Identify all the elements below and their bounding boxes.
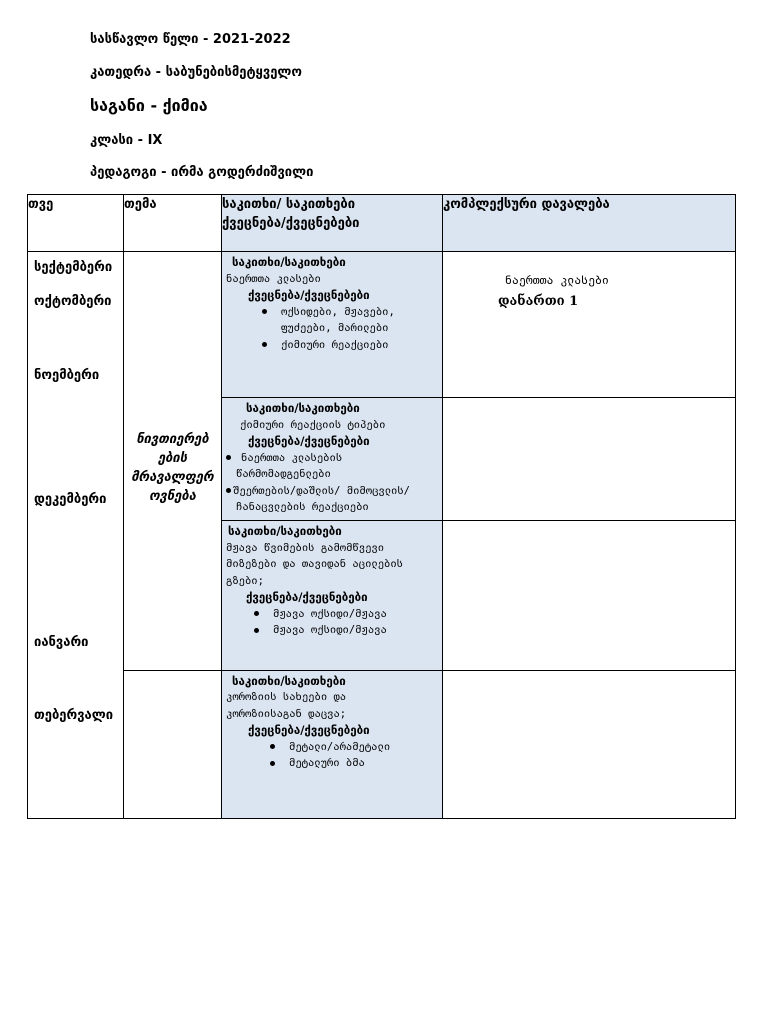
- subconcept-label: ქვეცნება/ქვეცნებები: [246, 590, 368, 605]
- topic-line: მრავალფერ: [131, 470, 214, 485]
- month-january: იანვარი: [34, 635, 89, 650]
- bullet-continuation: ჩანაცვლების რეაქციები: [236, 501, 369, 514]
- school-year-value: 2021-2022: [212, 32, 291, 47]
- question-label: საკითხი/საკითხები: [228, 524, 342, 539]
- class-value: IX: [147, 133, 163, 148]
- month-december: დეკემბერი: [34, 492, 107, 507]
- question-text: ქიმიური რეაქციის ტიპები: [240, 418, 386, 431]
- task-annex: დანართი 1: [498, 294, 579, 309]
- topic-cell: [124, 252, 222, 671]
- subconcept-label: ქვეცნება/ქვეცნებები: [248, 288, 370, 302]
- department-value: საბუნებისმეტყველო: [165, 65, 302, 80]
- question-text: კოროზიისაგან დაცვა;: [226, 707, 347, 720]
- bullet-text: შეერთების/დაშლის/ მიმოცვლის/: [233, 484, 411, 497]
- question-label: საკითხი/საკითხები: [232, 255, 346, 269]
- question-label: საკითხი/საკითხები: [232, 673, 346, 688]
- subject-value: ქიმია: [162, 96, 208, 115]
- bullet-item: [270, 755, 438, 772]
- table-row: [28, 252, 736, 398]
- bullet-item: [226, 450, 438, 467]
- months-cell: [28, 252, 124, 819]
- bullet-continuation: წარმომადგენლები: [236, 468, 331, 481]
- topic-cell-empty: [124, 670, 222, 818]
- question-text: მჟავა წვიმების გამომწვევი: [226, 541, 385, 554]
- curriculum-table: [27, 194, 736, 819]
- subject-line: [90, 96, 208, 115]
- bullet-text: ნაერთთა კლასების: [241, 451, 343, 464]
- table-header-row: [28, 195, 736, 252]
- topic-text: [124, 430, 221, 506]
- bullet-text: მეტალი/არამეტალი: [289, 740, 391, 753]
- department-label: კათედრა -: [90, 65, 162, 80]
- bullet-icon: [254, 628, 259, 633]
- topic-line: ნივთიერებ: [136, 432, 209, 447]
- class-line: [90, 133, 162, 148]
- question-text: გზები;: [226, 574, 264, 587]
- bullet-item: [226, 483, 438, 500]
- teacher-label: პედაგოგი -: [90, 165, 167, 180]
- bullet-icon: [226, 488, 231, 493]
- questions-cell-2: [222, 398, 443, 521]
- month-october: ოქტომბერი: [34, 294, 112, 309]
- bullet-item: [262, 304, 438, 321]
- school-year-label: სასწავლო წელი -: [90, 32, 209, 47]
- bullet-item: [254, 622, 438, 639]
- bullet-text: მჟავა ოქსიდი/მჟავა: [273, 624, 387, 637]
- month-november: ნოემბერი: [34, 368, 100, 383]
- bullet-icon: [226, 455, 231, 460]
- bullet-text: მეტალური ბმა: [289, 757, 365, 770]
- questions-cell-3: [222, 521, 443, 670]
- questions-cell-4: [222, 670, 443, 818]
- question-text: მიზეზები და თავიდან აცილების: [226, 558, 404, 571]
- teacher-line: [90, 165, 313, 180]
- header-task: კომპლექსური დავალება: [443, 195, 736, 252]
- header-topic: თემა: [124, 195, 222, 252]
- subconcept-label: ქვეცნება/ქვეცნებები: [248, 434, 370, 449]
- task-cell-2: [443, 398, 736, 521]
- bullet-item: [262, 337, 438, 354]
- bullet-continuation: ფუძეები, მარილები: [281, 322, 389, 334]
- bullet-icon: [270, 761, 275, 766]
- subject-label: საგანი -: [90, 96, 158, 115]
- bullet-text: მჟავა ოქსიდი/მჟავა: [273, 607, 387, 620]
- header-questions: [222, 195, 443, 252]
- bullet-text: ქიმიური რეაქციები: [281, 338, 389, 351]
- question-text: ნაერთთა კლასები: [226, 272, 321, 285]
- task-cell-4: [443, 670, 736, 818]
- bullet-icon: [270, 744, 275, 749]
- header-questions-line2: ქვეცნება/ქვეცნებები: [222, 216, 360, 231]
- question-label: საკითხი/საკითხები: [246, 401, 360, 416]
- topic-line: ების: [157, 451, 188, 466]
- topic-line: ოვნება: [149, 489, 196, 504]
- questions-cell-1: [222, 252, 443, 398]
- teacher-value: ირმა გოდერძიშვილი: [171, 165, 314, 180]
- month-february: თებერვალი: [34, 708, 114, 723]
- bullet-icon: [254, 611, 259, 616]
- class-label: კლასი -: [90, 133, 144, 148]
- subconcept-label: ქვეცნება/ქვეცნებები: [248, 723, 370, 738]
- task-cell-1: [443, 252, 736, 398]
- department-line: [90, 65, 302, 80]
- question-text: კოროზიის სახეები და: [226, 691, 347, 704]
- bullet-icon: [262, 309, 267, 314]
- bullet-item: [270, 739, 438, 756]
- month-september: სექტემბერი: [34, 260, 113, 275]
- school-year-line: [90, 32, 291, 47]
- header-month: თვე: [28, 195, 124, 252]
- bullet-text: ოქსიდები, მჟავები,: [281, 305, 395, 318]
- table-row: [28, 670, 736, 818]
- bullet-icon: [262, 342, 267, 347]
- task-cell-3: [443, 521, 736, 670]
- task-text: ნაერთთა კლასები: [505, 273, 609, 287]
- header-questions-line1: საკითხი/ საკითხები: [222, 197, 356, 212]
- bullet-item: [254, 606, 438, 623]
